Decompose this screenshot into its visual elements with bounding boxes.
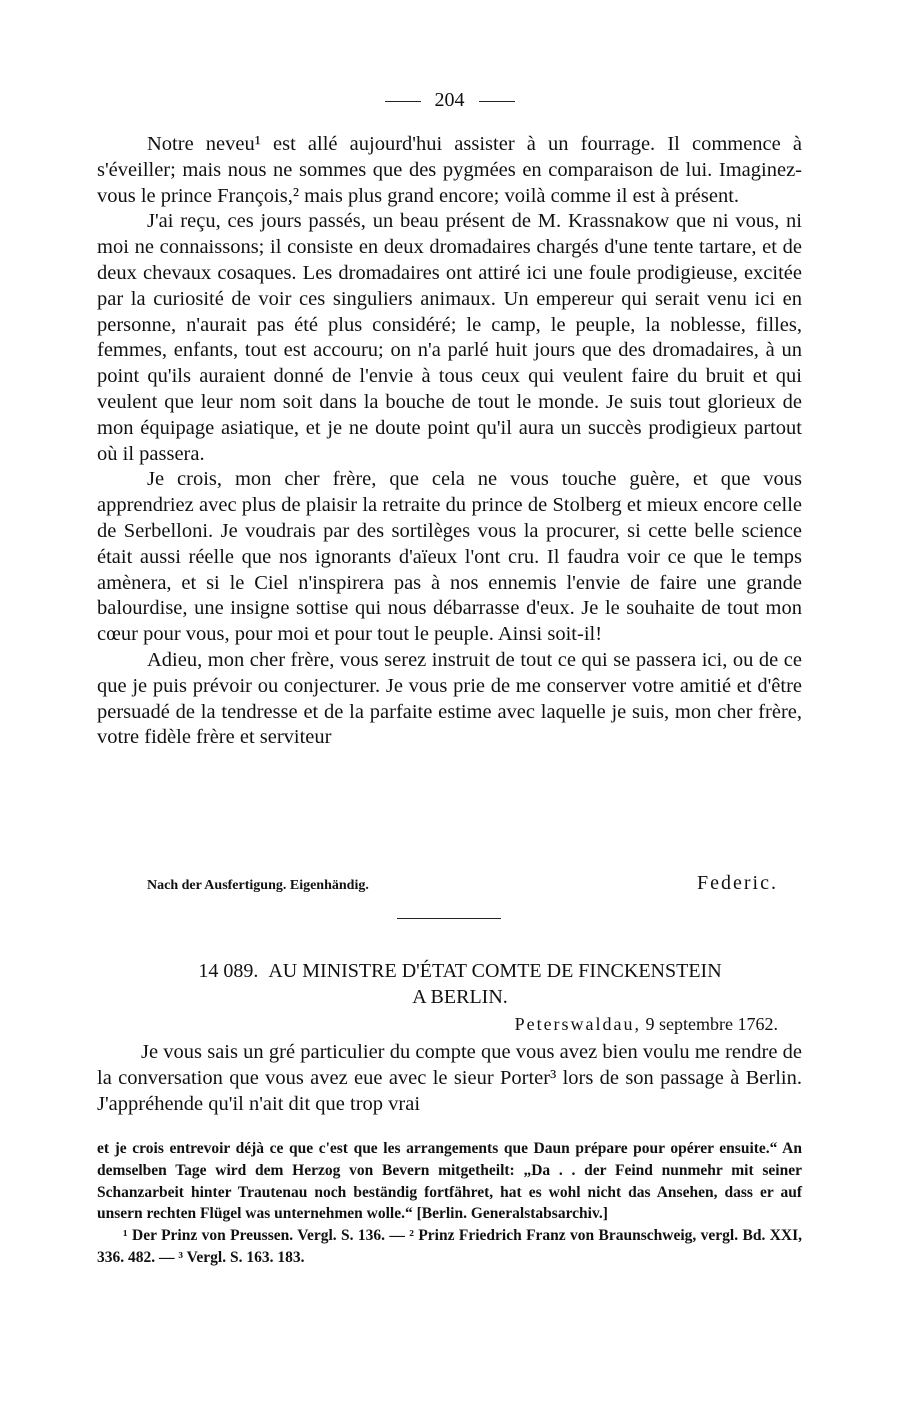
letter-recipient: AU MINISTRE D'ÉTAT COMTE DE FINCKENSTEIN bbox=[268, 960, 722, 982]
body-paragraph: J'ai reçu, ces jours passés, un beau présent de M. Krassnakow que ni vous, ni moi ne connaissons; il consiste en deux dromadaires chargés d'une tente tartare, et de deux chevaux cosaques. Les dromadaires ont attiré ici une foule prodigieuse, excitée par la curiosité de voir ces singuliers animaux. Un empereur qui serait venu ici en personne, n'aurait pas été plus considéré; le camp, le peuple, la noblesse, filles, femmes, enfants, tout est accouru; on n'a parlé huit jours que des dromadaires, à un point qu'ils auraient donné de l'envie à tous ceux qui veulent faire du bruit et qui veulent que leur nom soit dans la bouche de tout le monde. Je suis tout glorieux de mon équipage asiatique, et je ne doute point qu'il aura un succès prodigieux partout où il passera. bbox=[97, 210, 802, 465]
footnotes bbox=[97, 1138, 802, 1269]
letter-heading bbox=[115, 958, 805, 1010]
letter-heading-line1 bbox=[115, 958, 805, 984]
letter-body bbox=[97, 132, 802, 751]
dateline-place: Peterswaldau, bbox=[514, 1014, 642, 1034]
body-paragraph: Je crois, mon cher frère, que cela ne vous touche guère, et que vous apprendriez avec plus de plaisir la retraite du prince de Stolberg et mieux encore celle de Serbelloni. Je voudrais par des sortilèges vous la procurer, si cette belle science était aussi réelle que nos ignorants d'aïeux l'ont cru. Il faudra voir ce que le temps amènera, et si le Ciel n'inspirera pas à nos ennemis l'envie de faire une grande balourdise, une insigne sottise qui nous débarrasse d'eux. Je le souhaite de tout mon cœur pour vous, pour moi et pour tout le peuple. Ainsi soit-il! bbox=[97, 468, 802, 646]
letter-heading-line2: A BERLIN. bbox=[412, 986, 508, 1008]
footnote-continuation: et je crois entrevoir déjà ce que c'est que les arrangements que Daun prépare pour opérer ensuite.“ An demselben Tage wird dem Herzog von Bevern mitgetheilt: „Da . . der Feind nunmehr mit seiner Schanzarbeit hinter Trautenau noch beständig fortfähret, hat es wohl nicht das Ansehen, dass er auf unsern rechten Flügel was unternehmen wolle.“ [Berlin. Generalstabsarchiv.] bbox=[97, 1140, 802, 1223]
source-note: Nach der Ausfertigung. Eigenhändig. bbox=[147, 878, 369, 893]
dateline-date: 9 septembre 1762. bbox=[645, 1014, 778, 1034]
page-number-header bbox=[97, 88, 802, 112]
section-divider bbox=[397, 918, 501, 919]
signature-row bbox=[97, 872, 802, 898]
header-dash-left bbox=[385, 101, 421, 102]
letter-number: 14 089. bbox=[198, 960, 259, 982]
body-paragraph: Notre neveu¹ est allé aujourd'hui assister à un fourrage. Il commence à s'éveiller; mais nous ne sommes que des pygmées en comparaison de lui. Imaginez-vous le prince François,² mais plus grand encore; voilà comme il est à présent. bbox=[97, 133, 802, 207]
header-dash-right bbox=[479, 101, 515, 102]
signature: Federic. bbox=[697, 872, 778, 894]
letter-paragraph: Je vous sais un gré particulier du compte que vous avez bien voulu me rendre de la conversation que vous avez eue avec le sieur Porter³ lors de son passage à Berlin. J'appréhende qu'il n'ait dit que trop vrai bbox=[97, 1041, 802, 1115]
letter-text bbox=[97, 1040, 802, 1117]
footnote-list: ¹ Der Prinz von Preussen. Vergl. S. 136. — ² Prinz Friedrich Franz von Braunschweig, vergl. Bd. XXI, 336. 482. — ³ Vergl. S. 163. 183. bbox=[97, 1227, 802, 1266]
page-number: 204 bbox=[434, 89, 465, 111]
body-paragraph: Adieu, mon cher frère, vous serez instruit de tout ce qui se passera ici, ou de ce que je puis prévoir ou conjecturer. Je vous prie de me conserver votre amitié et d'être persuadé de la tendresse et de la parfaite estime avec laquelle je suis, mon cher frère, votre fidèle frère et serviteur bbox=[97, 648, 802, 749]
dateline bbox=[515, 1014, 778, 1035]
